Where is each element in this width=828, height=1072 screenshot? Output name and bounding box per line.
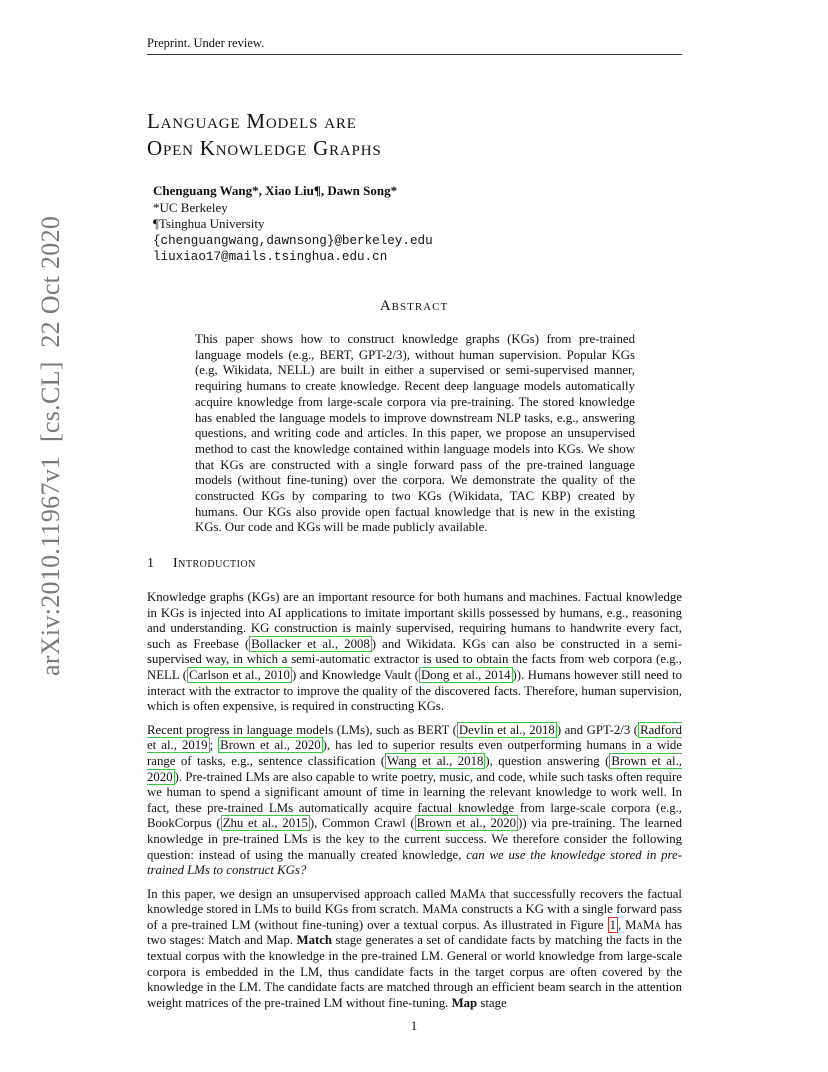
text: Recent progress in language models (LMs), such as BERT ( [147, 722, 457, 737]
figure-ref-link[interactable]: 1 [609, 917, 616, 932]
citation-link[interactable]: Brown et al., 2020 [220, 738, 321, 753]
citation-link[interactable]: Dong et al., 2014 [420, 667, 511, 682]
research-question: can we use the knowledge stored in pre-trained LMs to construct KGs? [147, 847, 682, 878]
affiliation-2: ¶Tsinghua University [153, 216, 265, 231]
map-term: Map [451, 995, 478, 1010]
affiliation-1: *UC Berkeley [153, 199, 228, 215]
text: ) and GPT-2/3 ( [556, 722, 639, 737]
text: has two stages: Match and Map. [147, 917, 682, 948]
paper-title [147, 108, 381, 162]
citation-link[interactable]: Brown et al., 2020 [416, 816, 517, 831]
paragraph-1 [147, 590, 682, 715]
method-name: MaMa [625, 917, 661, 932]
email-1: {chenguangwang,dawnsong}@berkeley.edu [153, 233, 433, 248]
match-term: Match [296, 933, 333, 948]
text: that successfully recovers the factual knowledge stored in LMs to build KGs from scratch. [147, 886, 682, 917]
citation-link[interactable]: Bollacker et al., 2008 [251, 636, 370, 651]
text: ) and Wikidata. KGs can also be constructed in a semi-supervised way, in which a semi-automatic extractor is used to obtain the facts from web corpora (e.g., NELL ( [147, 636, 683, 682]
section-title: Introduction [173, 556, 256, 571]
abstract-heading: Abstract [379, 298, 449, 314]
text: ), Common Crawl ( [309, 816, 415, 831]
citation-link[interactable]: Zhu et al., 2015 [222, 816, 308, 831]
paragraph-2 [147, 723, 682, 879]
section-number: 1 [147, 556, 155, 571]
title-line-2: Open Knowledge Graphs [147, 136, 382, 160]
text: stage generates a set of candidate facts by matching the facts in the textual corpus with the knowledge in the pre-trained LM. General or world knowledge from large-scale corpora is embedded in the LM, thus candidate facts in the target corpus are often covered by the knowledge in the LM. The candidate facts are matched through an efficient beam search in the attention weight matrices of the pre-trained LM without fine-tuning. [147, 933, 682, 1010]
page-number: 1 [410, 1018, 418, 1033]
text: Knowledge graphs (KGs) are an important resource for both humans and machines. Factual knowledge in KGs is injected into AI applications to imitate important skills possessed by humans, e.g., reasoning and understanding. KG construction is mainly supervised, requiring humans to handwrite every fact, such as Freebase ( [147, 590, 682, 651]
text: ), question answering ( [485, 753, 610, 768]
intro-body [147, 590, 682, 1019]
author-names: Chenguang Wang*, Xiao Liu¶, Dawn Song* [153, 183, 398, 198]
citation-link[interactable]: Brown et al., 2020 [147, 753, 682, 784]
text: )). Humans however still need to interact with the extractor to improve the quality of the discovered facts. Therefore, human supervision, which is often expensive, is required in constructing KGs. [147, 667, 682, 714]
email-2: liuxiao17@mails.tsinghua.edu.cn [153, 250, 388, 264]
citation-link[interactable]: Carlson et al., 2010 [189, 667, 290, 682]
text: constructs a KG with a single forward pass of a pre-trained LM (without fine-tuning) over a textual corpus. As illustrated in Figure [147, 902, 682, 932]
citation-link[interactable]: Devlin et al., 2018 [458, 722, 555, 737]
author-block [153, 183, 433, 266]
running-header: Preprint. Under review. [147, 36, 682, 55]
text: In this paper, we design an unsupervised approach called [147, 886, 450, 901]
text: )) via pre-training. The learned knowledge in pre-trained LMs is the key to the current success. We therefore consider the following question: instead of using the manually created knowledge, [147, 816, 683, 862]
paragraph-3 [147, 887, 682, 1012]
title-line-1: Language Models are [147, 109, 357, 133]
arxiv-side-stamp: arXiv:2010.11967v1 [cs.CL] 22 Oct 2020 [36, 215, 65, 676]
text: stage [477, 995, 507, 1010]
text: ; [209, 738, 219, 753]
method-name: MaMa [449, 886, 486, 901]
section-heading [147, 556, 256, 572]
text: , [617, 917, 626, 932]
text: ) and Knowledge Vault ( [291, 667, 419, 682]
citation-link[interactable]: Radford et al., 2019 [147, 722, 682, 753]
text: ), has led to superior results even outperforming humans in a wide range of tasks, e.g., sentence classification ( [147, 738, 682, 768]
citation-link[interactable]: Wang et al., 2018 [387, 753, 484, 768]
abstract-text: This paper shows how to construct knowledge graphs (KGs) from pre-trained language models (e.g., BERT, GPT-2/3), without human supervision. Popular KGs (e.g, Wikidata, NELL) are built in either a supervised or semi-supervised manner, requiring humans to create knowledge. Recent deep language models automatically acquire knowledge from large-scale corpora via pre-training. The stored knowledge has enabled the language models to improve downstream NLP tasks, e.g., answering questions, and writing code and articles. In this paper, we propose an unsupervised method to cast the knowledge contained within language models into KGs. We show that KGs are constructed with a single forward pass of the pre-trained language models (without fine-tuning) over the corpora. We demonstrate the quality of the constructed KGs by comparing to two KGs (Wikidata, TAC KBP) created by humans. Our KGs also provide open factual knowledge that is new in the existing KGs. Our code and KGs will be made publicly available. [195, 332, 635, 535]
method-name: MaMa [422, 902, 459, 917]
text: ). Pre-trained LMs are also capable to write poetry, music, and code, while such tasks often require we human to spend a significant amount of time in learning the relevant knowledge to work well. In fact, these pre-trained LMs automatically acquire factual knowledge from large-scale corpora (e.g., BookCorpus ( [147, 769, 682, 831]
